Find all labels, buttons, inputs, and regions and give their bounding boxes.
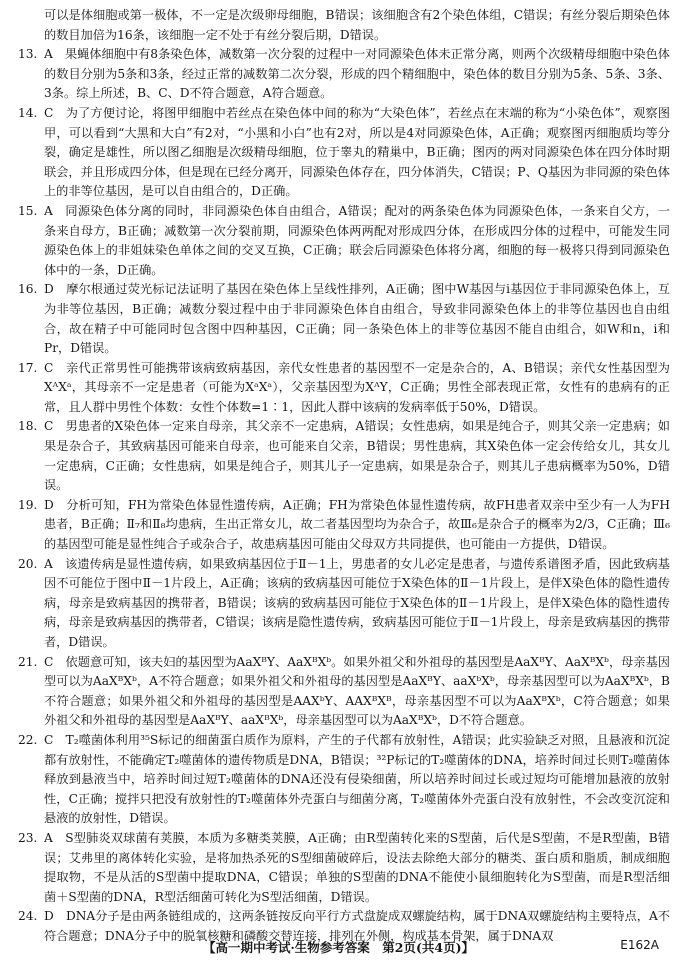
answer-text: C T₂噬菌体利用³⁵S标记的细菌蛋白质作为原料，产生的子代都有放射性，A错误；此实验缺乏对照，且悬液和沉淀都有放射性，不能确定T₂噬菌体的遗传物质是DNA，B错误；³²P标记的T₂噬菌体的DNA，培养时间过长则T₂噬菌体释放到悬液当中，培养时间过短T₂噬菌体的DNA还没有侵染细菌，所以培养时间过长或过短均可能增加悬液的放射性，C正确；搅拌只把没有放射性的T₂噬菌体外壳蛋白与细菌分离，T₂噬菌体外壳蛋白没有放射性，不会改变沉淀和悬液的放射性，D错误。 (44, 732, 670, 826)
answer-list (6, 6, 670, 947)
question-number: 14. (18, 105, 38, 120)
question-number: 17. (18, 360, 38, 375)
question-number: 16. (18, 282, 38, 297)
answer-item-13 (6, 45, 670, 104)
answer-text: D 摩尔根通过荧光标记法证明了基因在染色体上呈线性排列，A正确；图中W基因与i基因位于非同源染色体上，互为非等位基因，B正确；减数分裂过程中由于非同源染色体自由组合，导致非同源染色体上的非等位基因也自由组合，故在精子中可能同时包含图中四种基因，C正确；同一条染色体上的非等位基因不能自由组合，如W和n，i和Pr，D错误。 (44, 282, 670, 356)
question-number: 24. (18, 909, 38, 924)
answer-text: D 分析可知，FH为常染色体显性遗传病，A正确；FH为常染色体显性遗传病，故FH患者双亲中至少有一人为FH患者，B正确；Ⅱ₇和Ⅱ₈均患病，生出正常女儿，故二者基因型均为杂合子，故Ⅲ₆是杂合子的概率为2/3，C正确；Ⅲ₆的基因型可能是显性纯合子或杂合子，故患病基因可能由父母双方共同提供，也可能由一方提供，D错误。 (44, 497, 670, 552)
answer-item-16 (6, 280, 670, 358)
question-number: 19. (18, 497, 38, 512)
answer-text: A 同源染色体分离的同时，非同源染色体自由组合，A错误；配对的两条染色体为同源染色体，一条来自父方，一条来自母方，B正确；减数第一次分裂前期，同源染色体两两配对形成四分体，在形成四分体的过程中，可能发生同源染色体上的非姐妹染色单体之间的交叉互换，C正确；联会后同源染色体将分离，细胞的每一极将只得到同源染色体中的一条，D正确。 (44, 203, 670, 277)
answer-item-23 (6, 829, 670, 907)
answer-item-18 (6, 417, 670, 495)
answer-text: D DNA分子是由两条链组成的，这两条链按反向平行方式盘旋成双螺旋结构，属于DNA双螺旋结构主要特点，A不符合题意；DNA分子中的脱氧核糖和磷酸交替连接，排列在外侧，构成基本骨架，属于DNA双 (44, 909, 670, 943)
answer-item-12-continuation (6, 6, 670, 45)
question-number: 13. (18, 47, 38, 62)
answer-text: A 果蝇体细胞中有8条染色体，减数第一次分裂的过程中一对同源染色体未正常分离，则两个次级精母细胞中染色体的数目分别为5条和3条，经过正常的减数第二次分裂，形成的四个精细胞中，染色体的数目分别为5条、5条、3条、3条。综上所述，B、C、D不符合题意，A符合题意。 (44, 47, 670, 101)
answer-text: C 男患者的X染色体一定来自母亲，其父亲不一定患病，A错误；女性患病，如果是纯合子，则其父亲一定患病；如果是杂合子，其致病基因可能来自母亲，也可能来自父亲，B错误；男性患病，其X染色体一定会传给女儿，其女儿一定患病，C正确；女性患病，如果是纯合子，则其儿子一定患病，如果是杂合子，则其儿子患病概率为50%，D错误。 (44, 419, 670, 493)
question-number: 21. (18, 654, 38, 669)
footer-title: 【高一期中考试·生物参考答案 第2页(共4页)】 (202, 940, 475, 955)
answer-item-20 (6, 555, 670, 653)
answer-item-15 (6, 202, 670, 280)
page-footer (0, 938, 677, 958)
answer-item-14 (6, 104, 670, 202)
question-number: 15. (18, 203, 38, 218)
answer-text: A 该遗传病是显性遗传病，如果致病基因位于Ⅱ－1上，男患者的女儿必定是患者，与遗传系谱图矛盾，因此致病基因不可能位于图中Ⅱ－1片段上，A正确；该病的致病基因可能位于X染色体的Ⅱ－1片段上，是伴X染色体的隐性遗传病，母亲是致病基因的携带者，B错误；该病的致病基因可能位于X染色体的Ⅱ－1片段上，是伴X染色体的隐性遗传病，母亲是致病基因的携带者，C错误；该病是隐性遗传病，致病基因可能位于Ⅱ－1片段上，母亲是致病基因的携带者，D错误。 (44, 556, 670, 649)
answer-text: C 亲代正常男性可能携带该病致病基因，亲代女性患者的基因型不一定是杂合的，A、B错误；亲代女性基因型为XᴬXᵃ，其母亲不一定是患者（可能为XᵃXᵃ），父亲基因型为XᴬY，C正确；男性全部表现正常，女性有的患病有的正常，且人群中男性个体数：女性个体数=1∶1，因此人群中该病的发病率低于50%，D错误。 (44, 360, 670, 414)
question-number: 20. (18, 556, 38, 571)
answer-item-21 (6, 653, 670, 731)
question-number: 22. (18, 732, 38, 747)
answer-text: A S型肺炎双球菌有荚膜，本质为多糖类荚膜，A正确；由R型菌转化来的S型菌，后代是S型菌，不是R型菌，B错误；艾弗里的离体转化实验，是将加热杀死的S型细菌破碎后，设法去除绝大部分的糖类、蛋白质和脂质，制成细胞提取物，不是从活的S型菌中提取DNA，C错误；单独的S型菌的DNA不能使小鼠细胞转化为S型菌，而是R型活细菌＋S型菌的DNA，R型活细菌可转化为S型活细菌，D错误。 (44, 830, 670, 904)
paper-code: E162A (620, 938, 659, 952)
question-number: 23. (18, 830, 38, 845)
question-number: 18. (18, 419, 38, 434)
answer-text: C 为了方便讨论，将图甲细胞中若丝点在染色体中间的称为“大染色体”，若丝点在末端的称为“小染色体”，观察图甲，可以看到“大黑和大白”有2对，“小黑和小白”也有2对，所以是4对同源染色体，A正确；观察图丙细胞质均等分裂，确定是雄性，所以图乙细胞是次级精母细胞，位于睾丸的精巢中，B正确；图丙的两对同源染色体在四分体时期联会，并且形成四分体，但是现在已经分离开，同源染色体存在，四分体消失，C错误；P、Q基因为非同源的染色体上的非等位基因，是可以自由组合的，D正确。 (44, 105, 670, 199)
answer-item-17 (6, 359, 670, 418)
answer-item-19 (6, 496, 670, 555)
answer-item-22 (6, 731, 670, 829)
answer-text: 可以是体细胞或第一极体，不一定是次级卵母细胞，B错误；该细胞含有2个染色体组，C错误；有丝分裂后期染色体的数目加倍为16条，该细胞一定不处于有丝分裂后期，D错误。 (44, 8, 670, 42)
answer-text: C 依题意可知，该夫妇的基因型为AaXᴮY、AaXᴮXᵇ。如果外祖父和外祖母的基因型是AaXᴮY、AaXᴮXᵇ，母亲基因型可以为AaXᴮXᵇ，A不符合题意；如果外祖父和外祖母的基因型是AaXᴮY、aaXᵇXᵇ，母亲基因型可以为AaXᴮXᵇ，B不符合题意；如果外祖父和外祖母的基因型是AAXᵇY、AAXᴮXᴮ，母亲基因型不可以为AaXᴮXᵇ，C符合题意；如果外祖父和外祖母的基因型是AaXᴮY、aaXᴮXᵇ，母亲基因型可以为AaXᴮXᵇ，D不符合题意。 (44, 654, 670, 728)
